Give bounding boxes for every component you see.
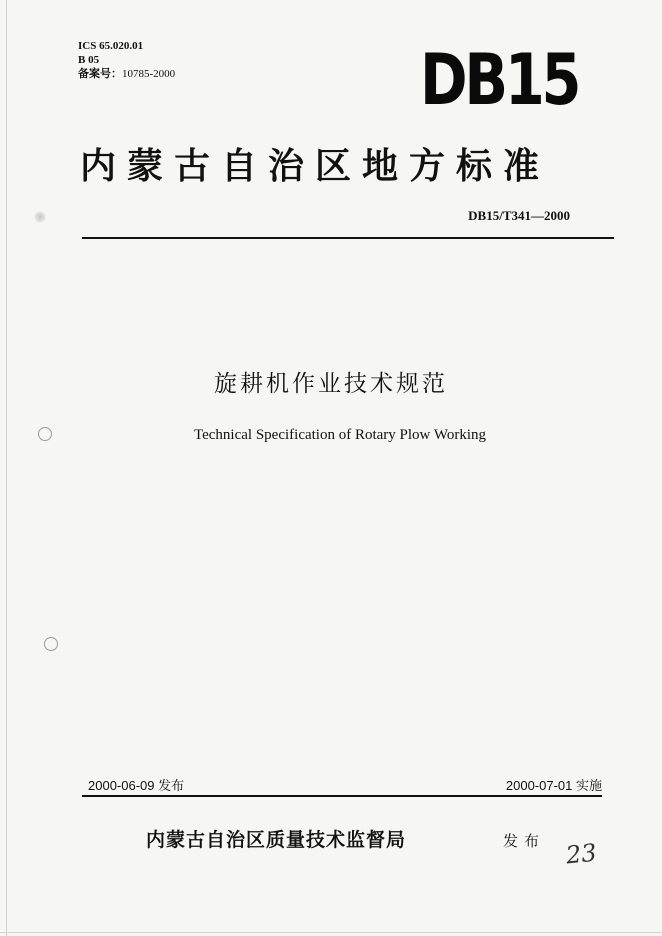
- implementation-date: 2000-07-01 实施: [505, 778, 602, 793]
- header-divider: [82, 237, 614, 239]
- scan-edge-bottom: [0, 932, 662, 933]
- publish-label: 发布: [503, 832, 546, 850]
- footer-divider: [82, 795, 602, 797]
- issue-date: 2000-06-09 发布: [88, 778, 185, 793]
- record-number-line: [78, 67, 175, 81]
- standard-code-logo: DB15: [420, 39, 579, 121]
- punch-hole: [44, 637, 58, 651]
- authority-standard-title: 内蒙古自治区地方标准: [80, 145, 551, 187]
- record-number: 10785-2000: [122, 68, 176, 80]
- document-title-chinese: 旋耕机作业技术规范: [214, 371, 448, 397]
- record-label: 备案号：: [78, 68, 122, 80]
- ics-code: ICS 65.020.01: [78, 40, 144, 52]
- handwritten-page-note: 23: [564, 838, 598, 870]
- document-title-english: Technical Specification of Rotary Plow Working: [194, 427, 486, 443]
- publisher-name: 内蒙古自治区质量技术监督局: [146, 829, 407, 851]
- scan-smudge: [34, 211, 46, 223]
- classification-block: [78, 39, 175, 81]
- ccs-code: B 05: [78, 54, 100, 66]
- document-number: DB15/T341—2000: [468, 208, 570, 223]
- scan-edge-left: [6, 0, 7, 936]
